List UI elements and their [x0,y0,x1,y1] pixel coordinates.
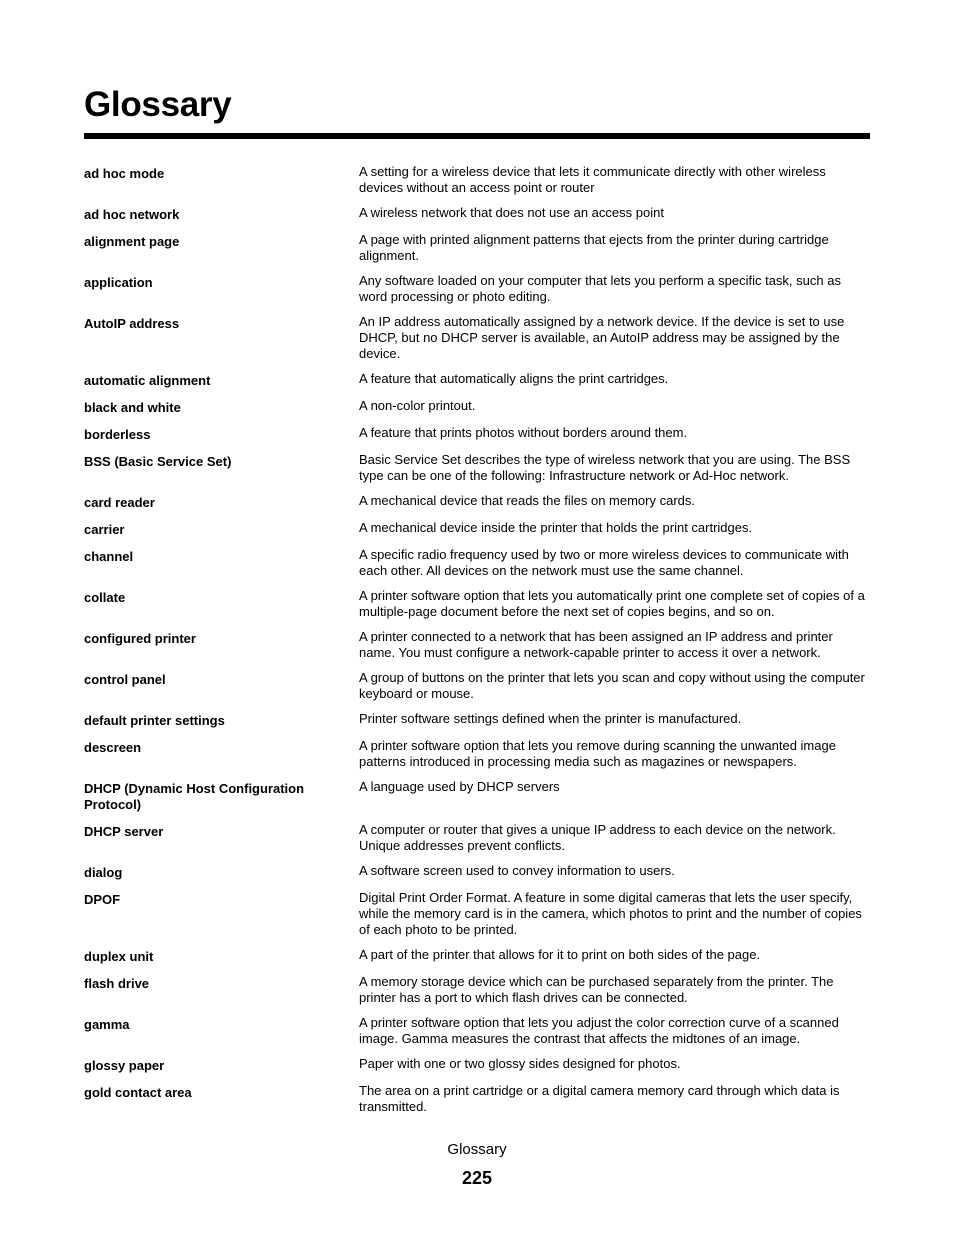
glossary-entry [84,493,870,511]
glossary-definition: A feature that prints photos without borders around them. [359,425,688,440]
glossary-term: flash drive [84,976,150,991]
glossary-term: DHCP (Dynamic Host Configuration Protocol) [84,781,305,812]
glossary-definition: Paper with one or two glossy sides designed for photos. [359,1056,681,1071]
glossary-entry [84,371,870,389]
page-number: 225 [461,1168,493,1188]
glossary-entry [84,629,870,661]
glossary-entry [84,547,870,579]
glossary-entry [84,205,870,223]
glossary-entry [84,711,870,729]
glossary-entry [84,947,870,965]
glossary-term: BSS (Basic Service Set) [84,454,232,469]
glossary-term: duplex unit [84,949,154,964]
glossary-definition: A language used by DHCP servers [359,779,560,794]
glossary-entry [84,1056,870,1074]
glossary-entry [84,890,870,938]
glossary-term: ad hoc network [84,207,180,222]
footer-label: Glossary [447,1141,507,1158]
glossary-definition: A printer software option that lets you automatically print one complete set of copies of a multiple-page document before the next set of copies begins, and so on. [359,588,865,619]
glossary-term: gamma [84,1017,130,1032]
glossary-entry [84,314,870,362]
glossary-term: channel [84,549,134,564]
glossary-term: control panel [84,672,166,687]
glossary-definition: A non-color printout. [359,398,476,413]
glossary-entry [84,863,870,881]
glossary-term: application [84,275,153,290]
glossary-definition: Any software loaded on your computer that lets you perform a specific task, such as word processing or photo editing. [359,273,841,304]
glossary-definition: A software screen used to convey information to users. [359,863,675,878]
glossary-definition: A wireless network that does not use an access point [359,205,664,220]
glossary-entry [84,273,870,305]
glossary-term: collate [84,590,126,605]
glossary-term: configured printer [84,631,196,646]
glossary-definition: A part of the printer that allows for it to print on both sides of the page. [359,947,761,962]
glossary-entry [84,738,870,770]
glossary-definition: A page with printed alignment patterns that ejects from the printer during cartridge alignment. [359,232,829,263]
glossary-term: ad hoc mode [84,166,165,181]
glossary-definition: Digital Print Order Format. A feature in some digital cameras that lets the user specify, while the memory card is in the camera, which photos to print and the number of copies of each photo to be printed. [359,890,862,937]
glossary-definition: Basic Service Set describes the type of wireless network that you are using. The BSS type can be one of the following: Infrastructure network or Ad-Hoc network. [359,452,851,483]
glossary-definition: A specific radio frequency used by two or more wireless devices to communicate with each other. All devices on the network must use the same channel. [359,547,849,578]
glossary-definition: A memory storage device which can be purchased separately from the printer. The printer has a port to which flash drives can be connected. [359,974,834,1005]
page-title: Glossary [84,85,232,124]
glossary-term: automatic alignment [84,373,211,388]
glossary-definition: A computer or router that gives a unique IP address to each device on the network. Unique addresses prevent conflicts. [359,822,836,853]
glossary-entry [84,1015,870,1047]
glossary-entry [84,520,870,538]
glossary-entry [84,398,870,416]
glossary-definition: A printer connected to a network that has been assigned an IP address and printer name. You must configure a network-capable printer to access it over a network. [359,629,833,660]
glossary-term: card reader [84,495,155,510]
glossary-term: default printer settings [84,713,225,728]
glossary-entry [84,974,870,1006]
glossary-entry [84,779,870,813]
glossary-definition: A printer software option that lets you adjust the color correction curve of a scanned image. Gamma measures the contrast that affects the midtones of an image. [359,1015,839,1046]
glossary-entry [84,164,870,196]
glossary-term: AutoIP address [84,316,180,331]
glossary-entry [84,232,870,264]
glossary-definition: A mechanical device inside the printer that holds the print cartridges. [359,520,753,535]
glossary-term: dialog [84,865,123,880]
glossary-term: carrier [84,522,125,537]
glossary-entry [84,1083,870,1115]
glossary-definition: A printer software option that lets you remove during scanning the unwanted image patterns introduced in processing media such as magazines or newspapers. [359,738,836,769]
glossary-definition: A group of buttons on the printer that lets you scan and copy without using the computer keyboard or mouse. [359,670,865,701]
glossary-definition: Printer software settings defined when the printer is manufactured. [359,711,742,726]
glossary-entry [84,452,870,484]
glossary-term: borderless [84,427,151,442]
glossary-definition: A setting for a wireless device that lets it communicate directly with other wireless devices without an access point or router [359,164,826,195]
glossary-term: descreen [84,740,142,755]
glossary-entry [84,822,870,854]
glossary-term: DHCP server [84,824,164,839]
glossary-entry [84,425,870,443]
title-rule [84,133,870,139]
glossary-definition: An IP address automatically assigned by a network device. If the device is set to use DHCP, but no DHCP server is available, an AutoIP address may be assigned by the device. [359,314,845,361]
glossary-entry [84,670,870,702]
glossary-term: alignment page [84,234,180,249]
glossary-definition: A mechanical device that reads the files on memory cards. [359,493,695,508]
glossary-term: black and white [84,400,181,415]
glossary-definition: The area on a print cartridge or a digital camera memory card through which data is transmitted. [359,1083,840,1114]
glossary-term: glossy paper [84,1058,165,1073]
glossary-list [84,164,870,1124]
glossary-definition: A feature that automatically aligns the print cartridges. [359,371,669,386]
glossary-term: DPOF [84,892,121,907]
glossary-term: gold contact area [84,1085,192,1100]
glossary-entry [84,588,870,620]
